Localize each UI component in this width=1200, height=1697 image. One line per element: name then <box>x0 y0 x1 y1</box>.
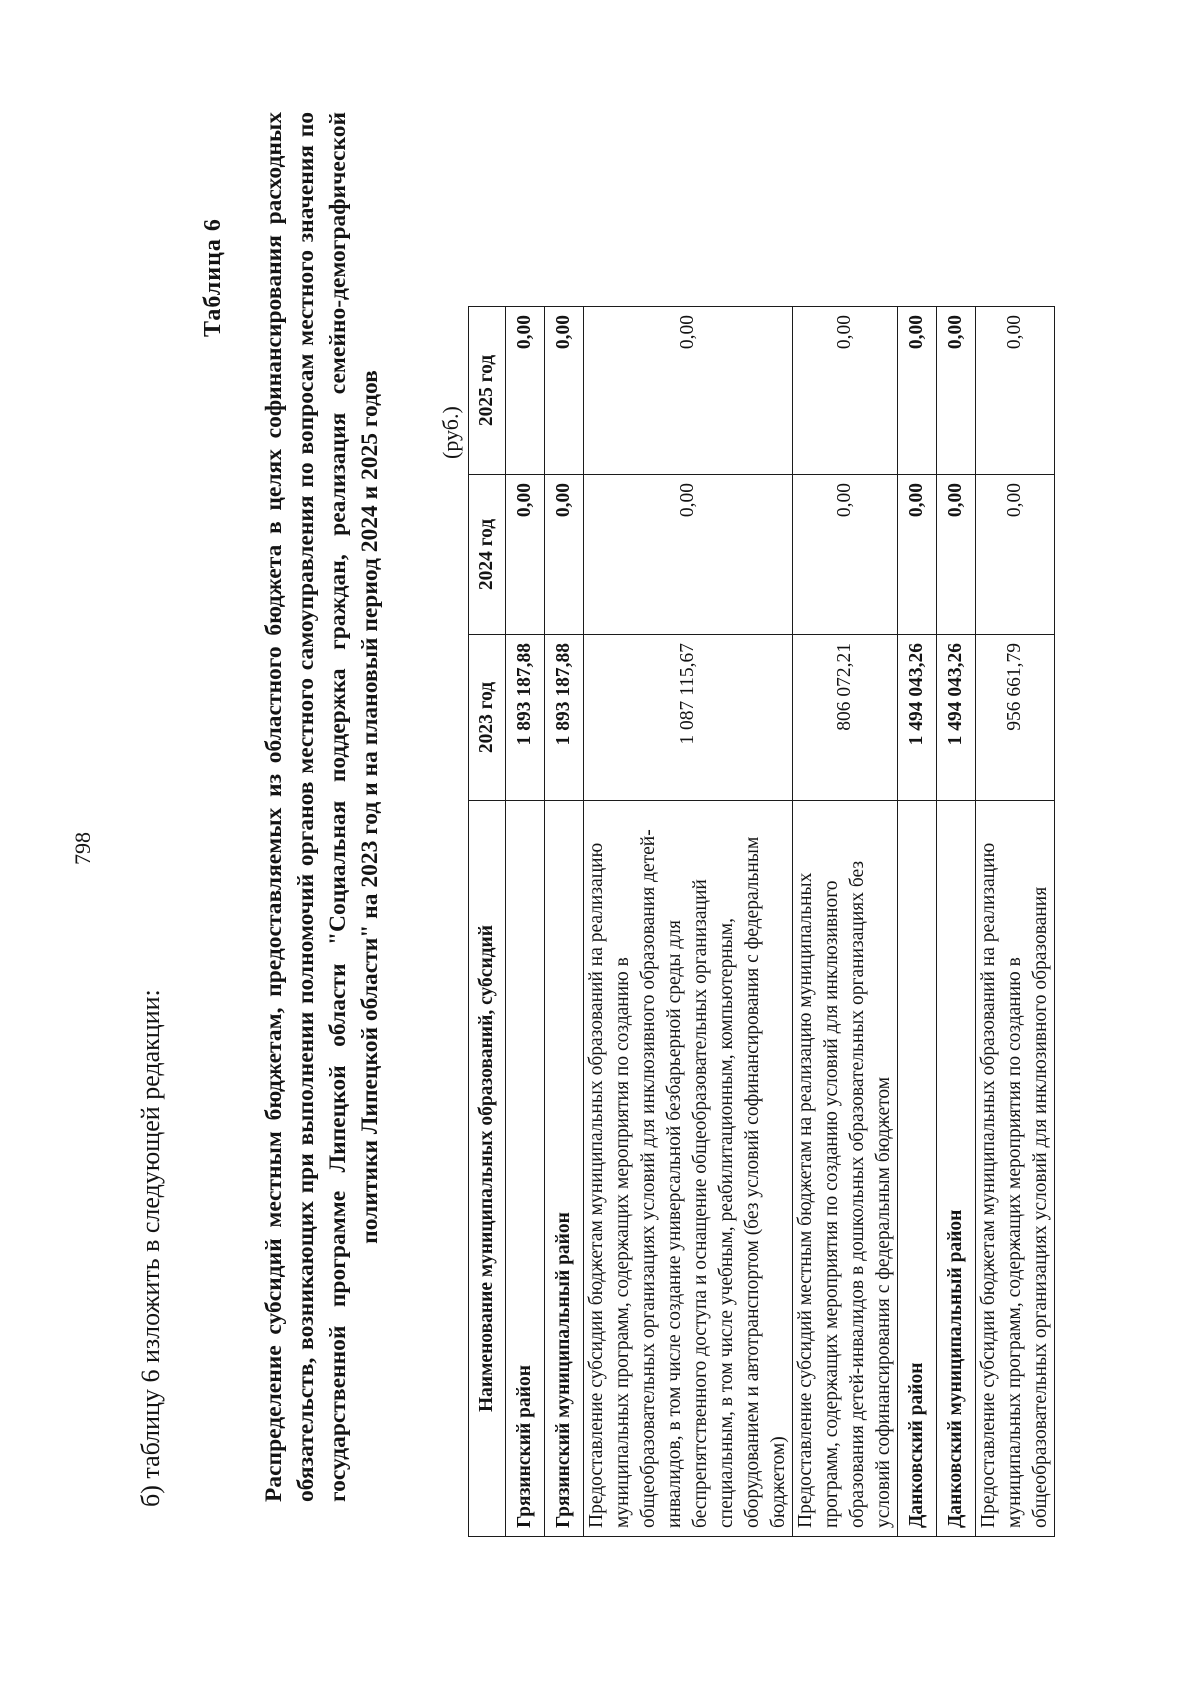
cell-2024: 0,00 <box>976 475 1055 635</box>
cell-2025: 0,00 <box>898 307 937 475</box>
unit-label: (руб.) <box>438 406 463 459</box>
column-header-2024: 2024 год <box>469 475 506 635</box>
cell-name: Предоставление субсидии бюджетам муниципальных образований на реализацию муниципальных программ, содержащих мероприятия по созданию в общеобразовательных организациях условий для инклюзивного образования <box>976 801 1055 1537</box>
cell-2023: 956 661,79 <box>976 635 1055 801</box>
table-row <box>976 307 1055 1537</box>
document-title: Распределение субсидий местным бюджетам, предоставляемых из областного бюджета в целях софинансирования расходных обязательств, возникающих при выполнении полномочий органов местного самоуправления по вопросам местного значения по государственной программе Липецкой области "Социальная поддержка граждан, реализация семейно-демографической политики Липецкой области" на 2023 год и на плановый период 2024 и 2025 годов <box>261 112 383 1502</box>
cell-name: Грязинский муниципальный район <box>545 801 584 1537</box>
table-row <box>584 307 793 1537</box>
page-number: 798 <box>70 832 95 865</box>
subsidy-table <box>468 306 1055 1537</box>
cell-2025: 0,00 <box>976 307 1055 475</box>
column-header-name: Наименование муниципальных образований, субсидий <box>469 801 506 1537</box>
cell-name: Предоставление субсидии бюджетам муниципальных образований на реализацию муниципальных программ, содержащих мероприятия по созданию в общеобразовательных организациях условий для инклюзивного образования детей-инвалидов, в том числе создание универсальной безбарьерной среды для беспрепятственного доступа и оснащение общеобразовательных организаций специальным, в том числе учебным, реабилитационным, компьютерным, оборудованием и автотранспортом (без условий софинансирования с федеральным бюджетом) <box>584 801 793 1537</box>
table-header-row <box>469 307 506 1537</box>
cell-2023: 1 893 187,88 <box>545 635 584 801</box>
cell-2024: 0,00 <box>584 475 793 635</box>
cell-2025: 0,00 <box>584 307 793 475</box>
column-header-2025: 2025 год <box>469 307 506 475</box>
cell-2023: 1 087 115,67 <box>584 635 793 801</box>
cell-name: Грязинский район <box>506 801 545 1537</box>
cell-name: Данковский муниципальный район <box>937 801 976 1537</box>
cell-2025: 0,00 <box>545 307 584 475</box>
cell-2024: 0,00 <box>793 475 898 635</box>
cell-2023: 806 072,21 <box>793 635 898 801</box>
cell-2023: 1 494 043,26 <box>898 635 937 801</box>
cell-name: Данковский район <box>898 801 937 1537</box>
cell-2024: 0,00 <box>506 475 545 635</box>
cell-2024: 0,00 <box>937 475 976 635</box>
table-row <box>898 307 937 1537</box>
intro-text: б) таблицу 6 изложить в следующей редакции: <box>136 989 165 1507</box>
table-row <box>937 307 976 1537</box>
cell-2025: 0,00 <box>937 307 976 475</box>
cell-2024: 0,00 <box>545 475 584 635</box>
table-row <box>506 307 545 1537</box>
column-header-2023: 2023 год <box>469 635 506 801</box>
cell-2025: 0,00 <box>793 307 898 475</box>
table-row <box>793 307 898 1537</box>
cell-name: Предоставление субсидий местным бюджетам на реализацию муниципальных программ, содержащих мероприятия по созданию условий для инклюзивного образования детей-инвалидов в дошкольных образовательных организациях без условий софинансирования с федеральным бюджетом <box>793 801 898 1537</box>
table-label: Таблица 6 <box>200 218 226 337</box>
cell-2023: 1 893 187,88 <box>506 635 545 801</box>
cell-2025: 0,00 <box>506 307 545 475</box>
cell-2024: 0,00 <box>898 475 937 635</box>
table-row <box>545 307 584 1537</box>
cell-2023: 1 494 043,26 <box>937 635 976 801</box>
